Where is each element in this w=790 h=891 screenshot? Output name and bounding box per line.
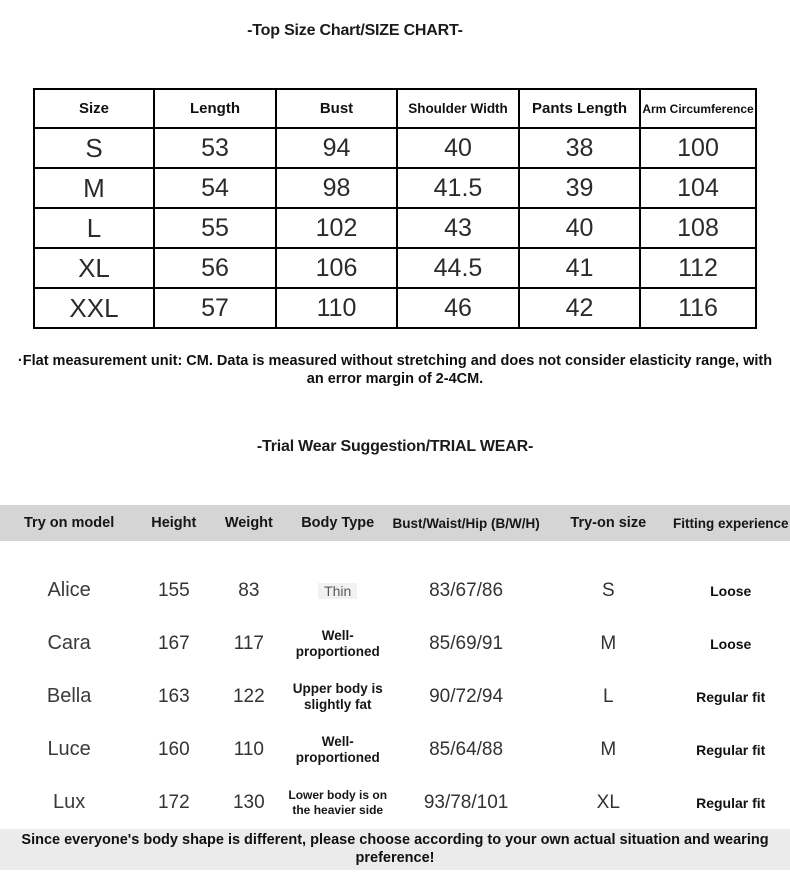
size-chart-row-s bbox=[34, 128, 756, 168]
try-on-size-value: S bbox=[601, 579, 615, 601]
size-chart-row-m bbox=[34, 168, 756, 208]
bust-value: 106 bbox=[276, 248, 397, 288]
length-value: 54 bbox=[154, 168, 276, 208]
body-type-value bbox=[288, 681, 387, 713]
height-value: 167 bbox=[157, 632, 190, 654]
bwh-value: 85/69/91 bbox=[429, 632, 504, 654]
weight-value: 110 bbox=[233, 738, 264, 760]
pants-length-value: 42 bbox=[519, 288, 640, 328]
arm-circumference-value: 116 bbox=[640, 288, 756, 328]
arm-circumference-value: 104 bbox=[640, 168, 756, 208]
length-value: 53 bbox=[154, 128, 276, 168]
model-name: Lux bbox=[53, 791, 86, 813]
bwh-value: 85/64/88 bbox=[429, 738, 504, 760]
size-chart-header-size: Size bbox=[34, 89, 154, 128]
body-type-text: Thin bbox=[318, 583, 357, 599]
size-label: M bbox=[34, 168, 154, 208]
size-chart-header-bust: Bust bbox=[276, 89, 397, 128]
weight-value: 130 bbox=[232, 791, 265, 813]
page-title-size-chart: -Top Size Chart/SIZE CHART- bbox=[247, 22, 463, 39]
weight-value: 122 bbox=[232, 685, 265, 707]
shoulder-width-value: 40 bbox=[397, 128, 519, 168]
body-type-value bbox=[288, 583, 387, 599]
trial-wear-table bbox=[0, 564, 790, 829]
trial-wear-header-fitting-experience: Fitting experience bbox=[672, 515, 789, 531]
length-value: 57 bbox=[154, 288, 276, 328]
size-chart-header-row bbox=[34, 89, 756, 128]
fitting-experience-value: Loose bbox=[710, 582, 752, 599]
trial-wear-header-row bbox=[0, 505, 790, 541]
size-chart-row-xl bbox=[34, 248, 756, 288]
pants-length-value: 41 bbox=[519, 248, 640, 288]
bust-value: 102 bbox=[276, 208, 397, 248]
size-chart-row-xxl bbox=[34, 288, 756, 328]
model-name: Bella bbox=[46, 685, 92, 707]
size-chart-header-shoulder-width: Shoulder Width bbox=[397, 89, 519, 128]
shoulder-width-value: 46 bbox=[397, 288, 519, 328]
trial-wear-row-cara bbox=[0, 617, 790, 670]
model-name: Cara bbox=[47, 632, 91, 654]
pants-length-value: 39 bbox=[519, 168, 640, 208]
height-value: 160 bbox=[157, 738, 190, 760]
page-title-trial-wear: -Trial Wear Suggestion/TRIAL WEAR- bbox=[256, 438, 534, 455]
body-type-value bbox=[288, 628, 387, 660]
fitting-experience-value: Regular fit bbox=[696, 794, 766, 811]
body-type-text: Upper body is slightly fat bbox=[292, 680, 383, 712]
trial-wear-header-body-type: Body Type bbox=[301, 515, 375, 531]
size-chart-header-pants-length: Pants Length bbox=[519, 89, 640, 128]
try-on-size-value: M bbox=[600, 738, 617, 760]
size-chart-table bbox=[33, 88, 757, 329]
bust-value: 110 bbox=[276, 288, 397, 328]
size-chart-row-l bbox=[34, 208, 756, 248]
body-type-text: Lower body is on the heavier side bbox=[288, 788, 388, 817]
bust-value: 94 bbox=[276, 128, 397, 168]
size-label: L bbox=[34, 208, 154, 248]
weight-value: 117 bbox=[233, 632, 264, 654]
measurement-note: ·Flat measurement unit: CM. Data is measured without stretching and does not consider elasticity range, with an error margin of 2-4CM. bbox=[17, 353, 773, 387]
model-name: Alice bbox=[47, 579, 91, 601]
height-value: 155 bbox=[157, 579, 190, 601]
body-type-value bbox=[288, 788, 387, 817]
trial-wear-header-height: Height bbox=[151, 515, 197, 531]
fitting-experience-value: Regular fit bbox=[696, 741, 766, 758]
shoulder-width-value: 44.5 bbox=[397, 248, 519, 288]
size-label: XXL bbox=[34, 288, 154, 328]
trial-wear-row-alice bbox=[0, 564, 790, 617]
try-on-size-value: M bbox=[600, 632, 617, 654]
try-on-size-value: XL bbox=[596, 791, 620, 813]
body-type-text: Well-proportioned bbox=[295, 627, 380, 659]
trial-wear-header-try-on-size: Try-on size bbox=[570, 515, 647, 531]
trial-wear-header-weight: Weight bbox=[224, 515, 273, 531]
pants-length-value: 40 bbox=[519, 208, 640, 248]
bwh-value: 93/78/101 bbox=[423, 791, 509, 813]
try-on-size-value: L bbox=[603, 685, 614, 707]
size-chart-header-arm-circumference: Arm Circumference bbox=[640, 89, 756, 128]
height-value: 172 bbox=[157, 791, 190, 813]
model-name: Luce bbox=[47, 738, 91, 760]
arm-circumference-value: 100 bbox=[640, 128, 756, 168]
arm-circumference-value: 112 bbox=[640, 248, 756, 288]
bust-value: 98 bbox=[276, 168, 397, 208]
pants-length-value: 38 bbox=[519, 128, 640, 168]
trial-wear-header-model: Try on model bbox=[24, 515, 115, 531]
disclaimer-note-text: Since everyone's body shape is different, please choose according to your own actual situation and wearing preference! bbox=[21, 832, 769, 866]
body-type-value bbox=[288, 734, 387, 766]
trial-wear-header-bwh: Bust/Waist/Hip (B/W/H) bbox=[392, 515, 540, 531]
arm-circumference-value: 108 bbox=[640, 208, 756, 248]
size-label: S bbox=[34, 128, 154, 168]
disclaimer-note-band bbox=[0, 829, 790, 870]
trial-wear-row-bella bbox=[0, 670, 790, 723]
bwh-value: 90/72/94 bbox=[429, 685, 504, 707]
length-value: 55 bbox=[154, 208, 276, 248]
fitting-experience-value: Regular fit bbox=[696, 688, 766, 705]
trial-wear-row-luce bbox=[0, 723, 790, 776]
shoulder-width-value: 41.5 bbox=[397, 168, 519, 208]
size-chart-header-length: Length bbox=[154, 89, 276, 128]
fitting-experience-value: Loose bbox=[710, 635, 752, 652]
length-value: 56 bbox=[154, 248, 276, 288]
weight-value: 83 bbox=[238, 579, 260, 601]
trial-wear-row-lux bbox=[0, 776, 790, 829]
size-label: XL bbox=[34, 248, 154, 288]
height-value: 163 bbox=[157, 685, 190, 707]
shoulder-width-value: 43 bbox=[397, 208, 519, 248]
bwh-value: 83/67/86 bbox=[429, 579, 504, 601]
body-type-text: Well-proportioned bbox=[295, 733, 380, 765]
